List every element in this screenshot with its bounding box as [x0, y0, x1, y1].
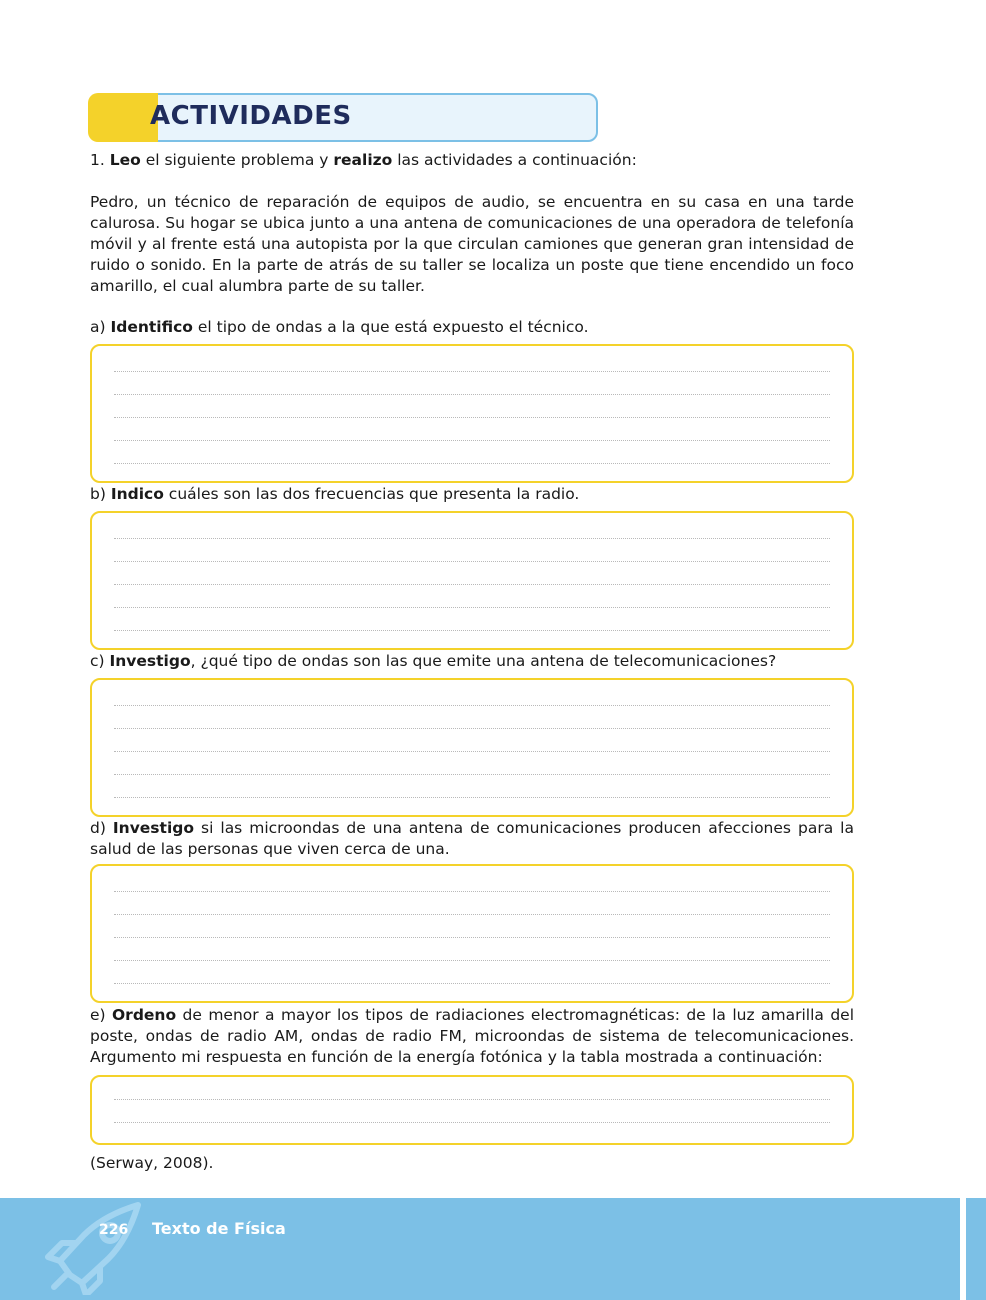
answer-line: [114, 774, 830, 775]
answer-box-a[interactable]: [90, 344, 854, 483]
question-text: , ¿qué tipo de ondas son las que emite una antena de telecomunicaciones?: [190, 652, 777, 670]
answer-line: [114, 891, 830, 892]
instruction-mid: el siguiente problema y: [140, 151, 334, 169]
question-prefix: d): [90, 819, 113, 837]
answer-line: [114, 983, 830, 984]
answer-line: [114, 440, 830, 441]
answer-line: [114, 394, 830, 395]
instruction-end: las actividades a continuación:: [392, 151, 637, 169]
instruction-number: 1.: [90, 151, 105, 169]
answer-line: [114, 584, 830, 585]
question-text: cuáles son las dos frecuencias que presenta la radio.: [163, 485, 580, 503]
answer-line: [114, 705, 830, 706]
citation: (Serway, 2008).: [90, 1154, 214, 1172]
answer-line: [114, 797, 830, 798]
question-e: [90, 1005, 854, 1068]
question-prefix: e): [90, 1006, 112, 1024]
answer-line: [114, 914, 830, 915]
page-number: 226: [99, 1222, 129, 1238]
instruction-line: [90, 150, 854, 171]
question-prefix: c): [90, 652, 110, 670]
answer-line: [114, 417, 830, 418]
answer-line: [114, 1099, 830, 1100]
answer-line: [114, 728, 830, 729]
question-b: [90, 484, 854, 505]
question-text: si las microondas de una antena de comunicaciones producen afecciones para la salud de las personas que viven cerca de una.: [90, 819, 854, 858]
question-text: el tipo de ondas a la que está expuesto el técnico.: [192, 318, 589, 336]
problem-paragraph: Pedro, un técnico de reparación de equipos de audio, se encuentra en su casa en una tarde calurosa. Su hogar se ubica junto a una antena de comunicaciones de una operadora de telefonía móvil y al frente está una autopista por la que circulan camiones que generan gran intensidad de ruido o sonido. En la parte de atrás de su taller se localiza un poste que tiene encendido un foco amarillo, el cual alumbra parte de su taller.: [90, 193, 854, 295]
instruction-verb-realizo: realizo: [333, 151, 393, 169]
section-title: ACTIVIDADES: [150, 101, 352, 131]
rocket-icon: [40, 1195, 150, 1295]
question-prefix: a): [90, 318, 111, 336]
header-banner-tab: [88, 93, 158, 142]
question-verb: Ordeno: [112, 1006, 177, 1024]
answer-box-c[interactable]: [90, 678, 854, 817]
answer-line: [114, 538, 830, 539]
question-text: de menor a mayor los tipos de radiaciones electromagnéticas: de la luz amarilla del poste, ondas de radio AM, ondas de radio FM, microondas de sistema de telecomunicaciones. Argumento mi respuesta en función de la energía fotónica y la tabla mostrada a continuación:: [90, 1006, 854, 1066]
question-verb: Identifico: [110, 318, 193, 336]
answer-line: [114, 751, 830, 752]
footer-edge-strip: [966, 1198, 986, 1300]
answer-line: [114, 1122, 830, 1123]
answer-box-b[interactable]: [90, 511, 854, 650]
book-title: Texto de Física: [152, 1219, 286, 1238]
question-c: [90, 651, 854, 672]
question-verb: Investigo: [109, 652, 191, 670]
question-verb: Investigo: [112, 819, 195, 837]
section-header: [88, 93, 598, 142]
question-verb: Indico: [110, 485, 164, 503]
answer-line: [114, 561, 830, 562]
answer-line: [114, 463, 830, 464]
instruction-verb-leo: Leo: [109, 151, 141, 169]
answer-line: [114, 630, 830, 631]
answer-line: [114, 960, 830, 961]
answer-box-e[interactable]: [90, 1075, 854, 1145]
answer-line: [114, 937, 830, 938]
question-prefix: b): [90, 485, 111, 503]
answer-box-d[interactable]: [90, 864, 854, 1003]
answer-line: [114, 371, 830, 372]
answer-line: [114, 607, 830, 608]
question-a: [90, 317, 854, 338]
question-d: [90, 818, 854, 860]
